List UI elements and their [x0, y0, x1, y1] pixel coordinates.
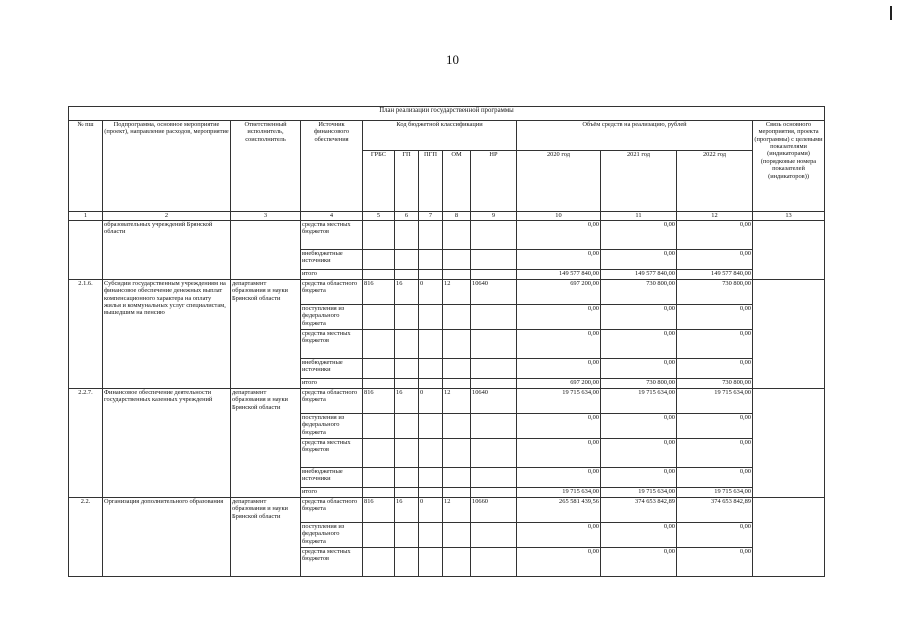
code-om: [443, 379, 471, 389]
row-number: 2.1.6.: [69, 280, 103, 389]
code-grbs: [363, 221, 395, 250]
code-om: 12: [443, 389, 471, 414]
code-gp: [395, 250, 419, 270]
amount-2022: 19 715 634,00: [677, 488, 753, 498]
amount-2022: 0,00: [677, 221, 753, 250]
column-number: 13: [753, 212, 825, 221]
funding-source: итого: [301, 270, 363, 280]
code-np: [471, 523, 517, 548]
column-number: 8: [443, 212, 471, 221]
amount-2022: 730 800,00: [677, 379, 753, 389]
funding-source: внебюджетные источники: [301, 359, 363, 379]
amount-2021: 0,00: [601, 221, 677, 250]
code-grbs: 816: [363, 280, 395, 305]
code-grbs: [363, 548, 395, 577]
funding-source: средства местных бюджетов: [301, 221, 363, 250]
amount-2022: 374 653 842,89: [677, 498, 753, 523]
table-title: План реализации государственной программы: [69, 107, 825, 121]
amount-2021: 19 715 634,00: [601, 488, 677, 498]
amount-2021: 0,00: [601, 439, 677, 468]
plan-table: [68, 106, 825, 577]
code-grbs: [363, 379, 395, 389]
code-gp: 16: [395, 280, 419, 305]
code-pgp: [419, 330, 443, 359]
amount-2022: 0,00: [677, 548, 753, 577]
funding-source: средства областного бюджета: [301, 498, 363, 523]
code-gp: [395, 523, 419, 548]
amount-2020: 19 715 634,00: [517, 389, 601, 414]
code-grbs: [363, 330, 395, 359]
code-om: [443, 305, 471, 330]
funding-source: средства местных бюджетов: [301, 330, 363, 359]
code-om: [443, 414, 471, 439]
responsible-executor: департамент образования и науки Брянской области: [231, 280, 301, 389]
code-pgp: [419, 250, 443, 270]
amount-2020: 0,00: [517, 221, 601, 250]
code-gp: [395, 414, 419, 439]
code-om: [443, 359, 471, 379]
amount-2022: 0,00: [677, 359, 753, 379]
code-pgp: [419, 305, 443, 330]
code-grbs: [363, 523, 395, 548]
amount-2022: 0,00: [677, 468, 753, 488]
code-np: [471, 330, 517, 359]
code-gp: [395, 468, 419, 488]
funding-source: средства местных бюджетов: [301, 548, 363, 577]
amount-2021: 0,00: [601, 523, 677, 548]
amount-2022: 0,00: [677, 330, 753, 359]
code-grbs: [363, 359, 395, 379]
amount-2021: 374 653 842,89: [601, 498, 677, 523]
code-gp: [395, 359, 419, 379]
page-number: 10: [446, 52, 459, 67]
code-np: [471, 379, 517, 389]
indicator-link: [753, 221, 825, 280]
code-om: [443, 221, 471, 250]
header-2020: 2020 год: [517, 151, 601, 212]
column-number: 7: [419, 212, 443, 221]
header-2021: 2021 год: [601, 151, 677, 212]
row-number: [69, 221, 103, 280]
code-pgp: [419, 221, 443, 250]
code-om: [443, 548, 471, 577]
code-np: 10660: [471, 498, 517, 523]
indicator-link: [753, 280, 825, 389]
funding-source: итого: [301, 488, 363, 498]
amount-2021: 730 800,00: [601, 280, 677, 305]
header-pgp: ПГП: [419, 151, 443, 212]
code-np: [471, 221, 517, 250]
amount-2021: 19 715 634,00: [601, 389, 677, 414]
indicator-link: [753, 498, 825, 577]
header-kbk: Код бюджетной классификации: [363, 121, 517, 151]
amount-2020: 149 577 840,00: [517, 270, 601, 280]
column-number: 5: [363, 212, 395, 221]
header-np: НР: [471, 151, 517, 212]
code-gp: [395, 488, 419, 498]
code-pgp: [419, 548, 443, 577]
code-np: [471, 414, 517, 439]
funding-source: средства областного бюджета: [301, 280, 363, 305]
header-volume: Объём средств на реализацию, рублей: [517, 121, 753, 151]
amount-2020: 265 581 439,56: [517, 498, 601, 523]
code-om: 12: [443, 498, 471, 523]
code-pgp: [419, 523, 443, 548]
code-pgp: 0: [419, 498, 443, 523]
code-grbs: 816: [363, 389, 395, 414]
amount-2021: 0,00: [601, 359, 677, 379]
funding-source: средства областного бюджета: [301, 389, 363, 414]
code-gp: [395, 330, 419, 359]
amount-2021: 0,00: [601, 548, 677, 577]
amount-2021: 149 577 840,00: [601, 270, 677, 280]
code-pgp: [419, 359, 443, 379]
code-np: [471, 439, 517, 468]
amount-2020: 0,00: [517, 523, 601, 548]
program-name: Субсидии государственным учреждениям на финансовое обеспечение денежных выплат компенсационного характера на оплату жилья и коммунальных услуг специалистам, вышедшим на пенсию: [103, 280, 231, 389]
responsible-executor: департамент образования и науки Брянской области: [231, 389, 301, 498]
column-number: 12: [677, 212, 753, 221]
program-name: образовательных учреждений Брянской области: [103, 221, 231, 280]
column-number: 3: [231, 212, 301, 221]
column-number: 6: [395, 212, 419, 221]
column-number: 2: [103, 212, 231, 221]
code-grbs: [363, 468, 395, 488]
code-om: [443, 488, 471, 498]
column-number-row: [69, 212, 825, 221]
header-gp: ГП: [395, 151, 419, 212]
header-om: ОМ: [443, 151, 471, 212]
funding-source: внебюджетные источники: [301, 250, 363, 270]
program-name: Организация дополнительного образования: [103, 498, 231, 577]
column-number: 1: [69, 212, 103, 221]
header-responsible: Ответственный исполнитель, соисполнитель: [231, 121, 301, 212]
code-pgp: [419, 468, 443, 488]
column-number: 9: [471, 212, 517, 221]
header-source: Источник финансового обеспечения: [301, 121, 363, 212]
header-no: № пш: [69, 121, 103, 212]
column-number: 10: [517, 212, 601, 221]
column-number: 11: [601, 212, 677, 221]
code-gp: [395, 439, 419, 468]
code-om: [443, 250, 471, 270]
code-om: [443, 439, 471, 468]
funding-source: поступления из федерального бюджета: [301, 523, 363, 548]
funding-source: поступления из федерального бюджета: [301, 305, 363, 330]
table-row: [69, 221, 825, 250]
code-pgp: [419, 439, 443, 468]
code-grbs: [363, 305, 395, 330]
code-gp: 16: [395, 498, 419, 523]
code-pgp: [419, 414, 443, 439]
header-2022: 2022 год: [677, 151, 753, 212]
amount-2021: 0,00: [601, 305, 677, 330]
code-grbs: 816: [363, 498, 395, 523]
code-gp: [395, 379, 419, 389]
code-np: 10640: [471, 389, 517, 414]
amount-2020: 0,00: [517, 439, 601, 468]
amount-2022: 730 800,00: [677, 280, 753, 305]
code-np: 10640: [471, 280, 517, 305]
amount-2022: 0,00: [677, 414, 753, 439]
responsible-executor: [231, 221, 301, 280]
code-pgp: 0: [419, 389, 443, 414]
amount-2020: 0,00: [517, 468, 601, 488]
amount-2020: 697 200,00: [517, 379, 601, 389]
amount-2022: 0,00: [677, 439, 753, 468]
code-gp: [395, 270, 419, 280]
amount-2020: 0,00: [517, 359, 601, 379]
code-grbs: [363, 439, 395, 468]
header-grbs: ГРБС: [363, 151, 395, 212]
code-pgp: [419, 379, 443, 389]
code-np: [471, 548, 517, 577]
code-grbs: [363, 270, 395, 280]
row-number: 2.2.: [69, 498, 103, 577]
amount-2021: 0,00: [601, 330, 677, 359]
code-np: [471, 250, 517, 270]
code-np: [471, 359, 517, 379]
amount-2020: 697 200,00: [517, 280, 601, 305]
code-om: [443, 270, 471, 280]
header-link: Связь основного мероприятия, проекта (программы) с целевыми показателями (индикаторами) (порядковые номера показателей (индикаторов)): [753, 121, 825, 212]
funding-source: средства местных бюджетов: [301, 439, 363, 468]
amount-2020: 19 715 634,00: [517, 488, 601, 498]
code-gp: [395, 221, 419, 250]
responsible-executor: департамент образования и науки Брянской области: [231, 498, 301, 577]
amount-2020: 0,00: [517, 330, 601, 359]
code-np: [471, 270, 517, 280]
funding-source: внебюджетные источники: [301, 468, 363, 488]
indicator-link: [753, 389, 825, 498]
row-number: 2.2.7.: [69, 389, 103, 498]
amount-2021: 0,00: [601, 414, 677, 439]
program-name: Финансовое обеспечение деятельности государственных казенных учреждений: [103, 389, 231, 498]
code-grbs: [363, 488, 395, 498]
column-number: 4: [301, 212, 363, 221]
header-program: Подпрограмма, основное мероприятие (проект), направление расходов, мероприятие: [103, 121, 231, 212]
code-om: [443, 468, 471, 488]
table-row: [69, 498, 825, 523]
amount-2021: 730 800,00: [601, 379, 677, 389]
code-pgp: 0: [419, 280, 443, 305]
code-om: [443, 523, 471, 548]
amount-2022: 0,00: [677, 523, 753, 548]
code-grbs: [363, 250, 395, 270]
amount-2020: 0,00: [517, 305, 601, 330]
code-gp: [395, 548, 419, 577]
code-grbs: [363, 414, 395, 439]
table-row: [69, 389, 825, 414]
amount-2022: 0,00: [677, 250, 753, 270]
code-gp: [395, 305, 419, 330]
code-np: [471, 488, 517, 498]
amount-2021: 0,00: [601, 468, 677, 488]
table-row: [69, 280, 825, 305]
amount-2022: 19 715 634,00: [677, 389, 753, 414]
corner-mark: [890, 6, 892, 20]
amount-2020: 0,00: [517, 250, 601, 270]
code-om: [443, 330, 471, 359]
code-pgp: [419, 488, 443, 498]
amount-2022: 149 577 840,00: [677, 270, 753, 280]
amount-2020: 0,00: [517, 548, 601, 577]
funding-source: итого: [301, 379, 363, 389]
funding-source: поступления из федерального бюджета: [301, 414, 363, 439]
amount-2022: 0,00: [677, 305, 753, 330]
code-om: 12: [443, 280, 471, 305]
code-np: [471, 305, 517, 330]
code-np: [471, 468, 517, 488]
code-gp: 16: [395, 389, 419, 414]
code-pgp: [419, 270, 443, 280]
amount-2021: 0,00: [601, 250, 677, 270]
amount-2020: 0,00: [517, 414, 601, 439]
